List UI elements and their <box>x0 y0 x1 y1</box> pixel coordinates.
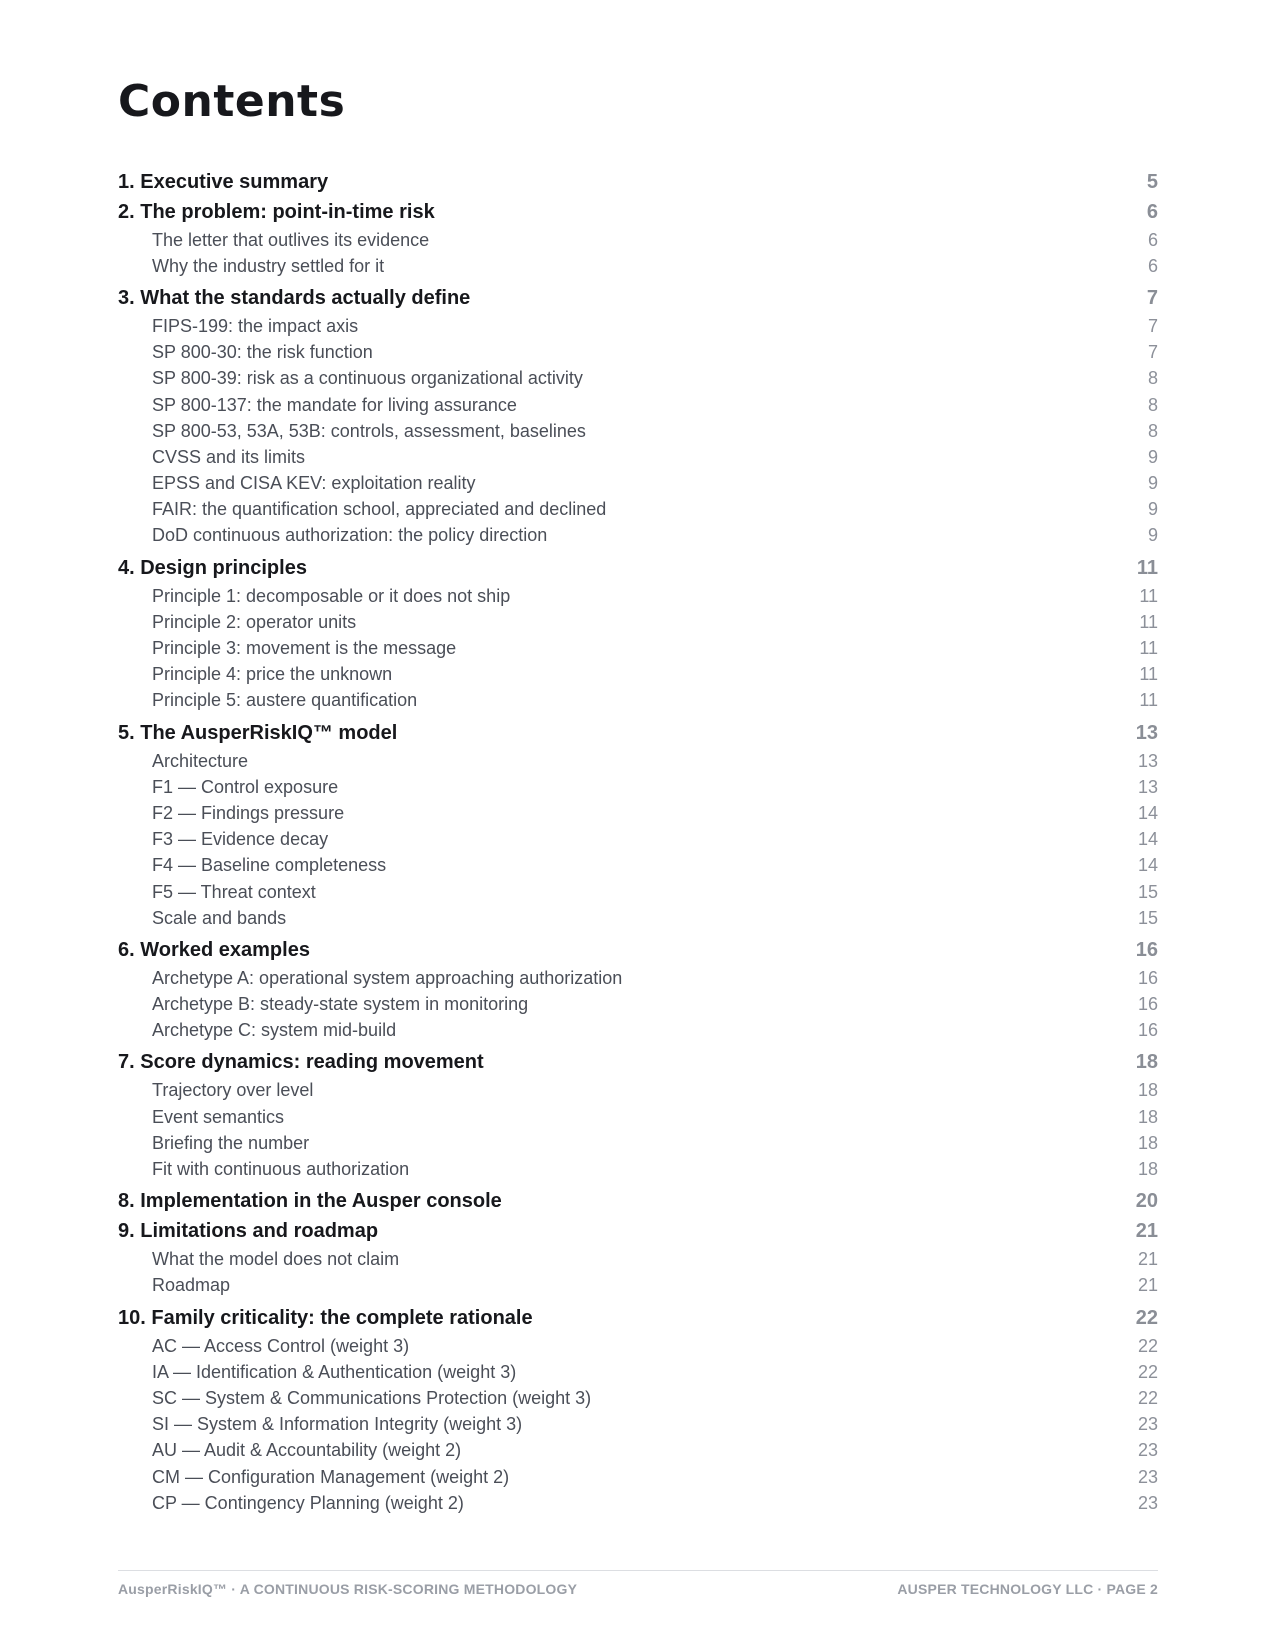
toc-entry-page-number: 8 <box>1147 368 1158 389</box>
toc-section-entry[interactable] <box>118 167 1158 197</box>
toc-entry-label: FIPS-199: the impact axis <box>152 315 359 336</box>
toc-entry-page-number: 14 <box>1137 855 1158 876</box>
toc-section-entry[interactable] <box>118 1303 1158 1333</box>
toc-subsection-entry[interactable] <box>118 1359 1158 1385</box>
toc-entry-label: 6. Worked examples <box>118 938 310 961</box>
toc-entry-label: 3. What the standards actually define <box>118 286 471 309</box>
toc-entry-page-number: 13 <box>1137 750 1158 771</box>
toc-entry-label: CVSS and its limits <box>152 446 306 467</box>
toc-entry-page-number: 14 <box>1137 829 1158 850</box>
toc-entry-page-number: 23 <box>1137 1466 1158 1487</box>
toc-entry-label: DoD continuous authorization: the policy direction <box>152 525 548 546</box>
toc-section-entry[interactable] <box>118 283 1158 313</box>
toc-subsection-entry[interactable] <box>118 1438 1158 1464</box>
toc-entry-page-number: 18 <box>1137 1106 1158 1127</box>
toc-entry-page-number: 16 <box>1135 938 1158 961</box>
toc-entry-page-number: 22 <box>1135 1306 1158 1329</box>
toc-entry-page-number: 16 <box>1137 994 1158 1015</box>
toc-entry-page-number: 9 <box>1147 473 1158 494</box>
toc-entry-page-number: 11 <box>1139 664 1158 685</box>
toc-subsection-entry[interactable] <box>118 1333 1158 1359</box>
toc-entry-page-number: 21 <box>1137 1249 1158 1270</box>
toc-entry-label: Principle 3: movement is the message <box>152 638 457 659</box>
toc-entry-label: Principle 2: operator units <box>152 611 357 632</box>
toc-entry-page-number: 18 <box>1137 1132 1158 1153</box>
toc-entry-label: Archetype B: steady-state system in monitoring <box>152 994 529 1015</box>
toc-subsection-entry[interactable] <box>118 905 1158 931</box>
toc-subsection-entry[interactable] <box>118 471 1158 497</box>
toc-entry-page-number: 11 <box>1136 556 1158 579</box>
toc-entry-label: Principle 5: austere quantification <box>152 690 418 711</box>
toc-entry-label: 1. Executive summary <box>118 170 329 193</box>
toc-entry-label: SP 800-137: the mandate for living assurance <box>152 394 517 415</box>
toc-subsection-entry[interactable] <box>118 1412 1158 1438</box>
toc-entry-page-number: 6 <box>1147 255 1158 276</box>
toc-subsection-entry[interactable] <box>118 662 1158 688</box>
toc-subsection-entry[interactable] <box>118 1130 1158 1156</box>
toc-subsection-entry[interactable] <box>118 1273 1158 1299</box>
toc-entry-page-number: 23 <box>1137 1414 1158 1435</box>
toc-entry-page-number: 22 <box>1137 1361 1158 1382</box>
toc-entry-page-number: 11 <box>1139 611 1158 632</box>
toc-entry-label: Roadmap <box>152 1275 231 1296</box>
toc-entry-page-number: 13 <box>1135 721 1158 744</box>
toc-section-entry[interactable] <box>118 1217 1158 1247</box>
toc-entry-page-number: 18 <box>1137 1159 1158 1180</box>
toc-subsection-entry[interactable] <box>118 418 1158 444</box>
toc-entry-label: CM — Configuration Management (weight 2) <box>152 1466 510 1487</box>
toc-entry-label: The letter that outlives its evidence <box>152 229 430 250</box>
toc-entry-label: 2. The problem: point-in-time risk <box>118 200 435 223</box>
toc-entry-label: F1 — Control exposure <box>152 776 339 797</box>
toc-subsection-entry[interactable] <box>118 340 1158 366</box>
toc-entry-label: F5 — Threat context <box>152 881 316 902</box>
toc-subsection-entry[interactable] <box>118 1247 1158 1273</box>
document-page <box>118 0 1158 1650</box>
page-title: Contents <box>118 76 346 127</box>
toc-entry-page-number: 20 <box>1135 1190 1158 1213</box>
toc-entry-page-number: 13 <box>1137 776 1158 797</box>
toc-entry-page-number: 9 <box>1147 446 1158 467</box>
toc-subsection-entry[interactable] <box>118 1018 1158 1044</box>
toc-entry-label: Archetype A: operational system approaching authorization <box>152 967 623 988</box>
toc-subsection-entry[interactable] <box>118 523 1158 549</box>
toc-entry-page-number: 5 <box>1146 170 1158 193</box>
toc-entry-page-number: 22 <box>1137 1335 1158 1356</box>
toc-subsection-entry[interactable] <box>118 1490 1158 1516</box>
toc-entry-label: SP 800-39: risk as a continuous organizational activity <box>152 368 583 389</box>
toc-entry-label: CP — Contingency Planning (weight 2) <box>152 1492 464 1513</box>
toc-entry-label: EPSS and CISA KEV: exploitation reality <box>152 473 476 494</box>
toc-entry-page-number: 23 <box>1137 1440 1158 1461</box>
toc-entry-page-number: 18 <box>1135 1051 1158 1074</box>
toc-entry-label: IA — Identification & Authentication (weight 3) <box>152 1361 517 1382</box>
toc-section-entry[interactable] <box>118 935 1158 965</box>
toc-subsection-entry[interactable] <box>118 583 1158 609</box>
footer-company-page: AUSPER TECHNOLOGY LLC · PAGE 2 <box>897 1581 1158 1597</box>
toc-subsection-entry[interactable] <box>118 1104 1158 1130</box>
toc-entry-page-number: 21 <box>1137 1275 1158 1296</box>
toc-entry-page-number: 14 <box>1137 802 1158 823</box>
toc-subsection-entry[interactable] <box>118 609 1158 635</box>
toc-entry-label: SP 800-53, 53A, 53B: controls, assessment, baselines <box>152 420 586 441</box>
toc-section-entry[interactable] <box>118 553 1158 583</box>
toc-subsection-entry[interactable] <box>118 1385 1158 1411</box>
toc-entry-page-number: 7 <box>1147 342 1158 363</box>
toc-entry-page-number: 22 <box>1137 1387 1158 1408</box>
toc-entry-page-number: 8 <box>1147 420 1158 441</box>
toc-entry-label: SI — System & Information Integrity (weight 3) <box>152 1414 523 1435</box>
toc-subsection-entry[interactable] <box>118 1078 1158 1104</box>
toc-entry-label: AU — Audit & Accountability (weight 2) <box>152 1440 462 1461</box>
toc-entry-page-number: 23 <box>1137 1492 1158 1513</box>
toc-entry-page-number: 9 <box>1147 499 1158 520</box>
toc-entry-label: What the model does not claim <box>152 1249 400 1270</box>
toc-subsection-entry[interactable] <box>118 497 1158 523</box>
toc-entry-page-number: 8 <box>1147 394 1158 415</box>
toc-entry-label: 9. Limitations and roadmap <box>118 1220 379 1243</box>
toc-entry-page-number: 7 <box>1147 315 1158 336</box>
toc-entry-page-number: 7 <box>1146 286 1158 309</box>
toc-entry-label: F3 — Evidence decay <box>152 829 329 850</box>
toc-subsection-entry[interactable] <box>118 879 1158 905</box>
toc-entry-page-number: 15 <box>1137 907 1158 928</box>
toc-entry-label: SP 800-30: the risk function <box>152 342 373 363</box>
toc-entry-label: Briefing the number <box>152 1132 310 1153</box>
toc-entry-label: 5. The AusperRiskIQ™ model <box>118 721 398 744</box>
toc-subsection-entry[interactable] <box>118 748 1158 774</box>
toc-entry-page-number: 16 <box>1137 967 1158 988</box>
toc-subsection-entry[interactable] <box>118 253 1158 279</box>
toc-subsection-entry[interactable] <box>118 366 1158 392</box>
toc-entry-page-number: 11 <box>1139 690 1158 711</box>
toc-entry-label: Principle 1: decomposable or it does not ship <box>152 585 511 606</box>
toc-entry-label: Fit with continuous authorization <box>152 1159 410 1180</box>
toc-entry-page-number: 11 <box>1139 585 1158 606</box>
toc-entry-label: F2 — Findings pressure <box>152 802 345 823</box>
toc-entry-label: Archetype C: system mid-build <box>152 1020 397 1041</box>
toc-entry-label: Trajectory over level <box>152 1080 314 1101</box>
table-of-contents <box>118 167 1158 1516</box>
toc-subsection-entry[interactable] <box>118 992 1158 1018</box>
toc-subsection-entry[interactable] <box>118 688 1158 714</box>
page-footer <box>118 1570 1158 1597</box>
toc-entry-page-number: 18 <box>1137 1080 1158 1101</box>
toc-entry-page-number: 15 <box>1137 881 1158 902</box>
toc-entry-page-number: 6 <box>1146 200 1158 223</box>
toc-subsection-entry[interactable] <box>118 227 1158 253</box>
toc-subsection-entry[interactable] <box>118 774 1158 800</box>
toc-subsection-entry[interactable] <box>118 313 1158 339</box>
toc-entry-label: SC — System & Communications Protection (weight 3) <box>152 1387 592 1408</box>
toc-entry-label: F4 — Baseline completeness <box>152 855 387 876</box>
toc-subsection-entry[interactable] <box>118 1156 1158 1182</box>
toc-subsection-entry[interactable] <box>118 635 1158 661</box>
toc-subsection-entry[interactable] <box>118 392 1158 418</box>
toc-subsection-entry[interactable] <box>118 444 1158 470</box>
toc-entry-page-number: 11 <box>1139 638 1158 659</box>
toc-subsection-entry[interactable] <box>118 853 1158 879</box>
toc-entry-label: 7. Score dynamics: reading movement <box>118 1051 484 1074</box>
toc-subsection-entry[interactable] <box>118 827 1158 853</box>
toc-entry-label: 8. Implementation in the Ausper console <box>118 1190 502 1213</box>
toc-entry-label: Principle 4: price the unknown <box>152 664 393 685</box>
toc-entry-label: Scale and bands <box>152 907 287 928</box>
toc-entry-label: 10. Family criticality: the complete rationale <box>118 1306 533 1329</box>
footer-document-title: AusperRiskIQ™ · A CONTINUOUS RISK-SCORING METHODOLOGY <box>118 1581 578 1597</box>
toc-entry-page-number: 6 <box>1147 229 1158 250</box>
toc-entry-label: AC — Access Control (weight 3) <box>152 1335 410 1356</box>
toc-subsection-entry[interactable] <box>118 965 1158 991</box>
toc-entry-label: 4. Design principles <box>118 556 307 579</box>
toc-section-entry[interactable] <box>118 718 1158 748</box>
toc-entry-label: Why the industry settled for it <box>152 255 385 276</box>
toc-subsection-entry[interactable] <box>118 800 1158 826</box>
toc-entry-page-number: 21 <box>1135 1220 1158 1243</box>
toc-entry-label: FAIR: the quantification school, appreciated and declined <box>152 499 607 520</box>
toc-entry-label: Architecture <box>152 750 249 771</box>
toc-section-entry[interactable] <box>118 197 1158 227</box>
toc-entry-page-number: 16 <box>1137 1020 1158 1041</box>
toc-section-entry[interactable] <box>118 1187 1158 1217</box>
toc-section-entry[interactable] <box>118 1048 1158 1078</box>
toc-entry-page-number: 9 <box>1147 525 1158 546</box>
toc-subsection-entry[interactable] <box>118 1464 1158 1490</box>
toc-entry-label: Event semantics <box>152 1106 285 1127</box>
